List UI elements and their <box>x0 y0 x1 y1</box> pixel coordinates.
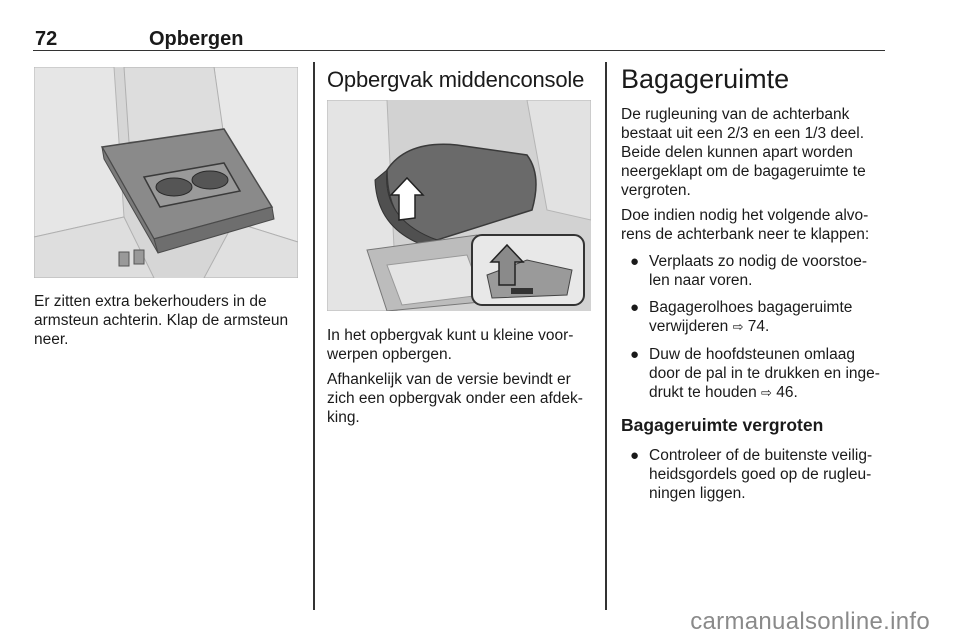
cross-reference-icon: ⇨ <box>732 320 744 335</box>
cross-reference-icon: ⇨ <box>761 386 772 401</box>
luggage-paragraph-2: Doe indien nodig het volgende alvo-rens de achterbank neer te klappen: <box>621 207 870 243</box>
cross-reference-page[interactable]: 46. <box>776 384 798 401</box>
enlarge-subheading: Bagageruimte vergroten <box>621 415 824 435</box>
watermark: carmanualsonline.info <box>690 608 930 635</box>
luggage-paragraph-1: De rugleuning van de achterbank bestaat uit een 2/3 en een 1/3 deel. Beide delen kunnen apart worden neergeklapt om de bagageruimte te vergroten. <box>621 106 866 199</box>
list-item <box>621 345 883 403</box>
bullet-icon: ● <box>630 253 640 270</box>
console-paragraph-2: Afhankelijk van de versie bevindt er zich een opbergvak onder een afdek-king. <box>327 371 583 426</box>
armrest-caption: Er zitten extra bekerhouders in de armsteun achterin. Klap de armsteun neer. <box>34 293 289 348</box>
list-item-text: Controleer of de buitenste veilig-heidsgordels goed op de rugleu-ningen liggen. <box>649 447 873 502</box>
column-divider-2 <box>605 62 607 610</box>
column-divider-1 <box>313 62 315 610</box>
console-paragraph-1: In het opbergvak kunt u kleine voor-werpen opbergen. <box>327 327 574 363</box>
armrest-cupholder-figure <box>34 67 298 278</box>
list-item <box>621 252 883 290</box>
bullet-icon: ● <box>630 447 640 464</box>
middle-column-heading-block <box>327 67 597 93</box>
page-number: 72 <box>35 28 58 50</box>
cross-reference-page[interactable]: 74. <box>747 318 770 335</box>
page-header <box>33 24 885 51</box>
console-heading: Opbergvak middenconsole <box>327 67 585 92</box>
right-column <box>621 64 883 511</box>
list-item-text: Bagagerolhoes bagageruimte verwijderen <box>649 299 853 335</box>
bullet-icon: ● <box>630 346 640 363</box>
middle-column-text <box>327 326 597 427</box>
list-item <box>621 446 883 503</box>
center-console-storage-illustration-icon <box>327 100 591 311</box>
luggage-heading: Bagageruimte <box>621 64 790 94</box>
preparation-list <box>621 252 883 403</box>
list-item <box>621 298 883 337</box>
bullet-icon: ● <box>630 299 640 316</box>
left-column-text <box>34 292 304 349</box>
list-item-text: Duw de hoofdsteunen omlaag door de pal in te drukken en inge-drukt te houden <box>649 346 880 401</box>
chapter-title: Opbergen <box>149 28 244 50</box>
list-item-text: Verplaats zo nodig de voorstoe-len naar voren. <box>649 253 867 289</box>
enlarge-list <box>621 446 883 503</box>
armrest-cupholder-illustration-icon <box>34 67 298 278</box>
center-console-figure <box>327 100 591 311</box>
